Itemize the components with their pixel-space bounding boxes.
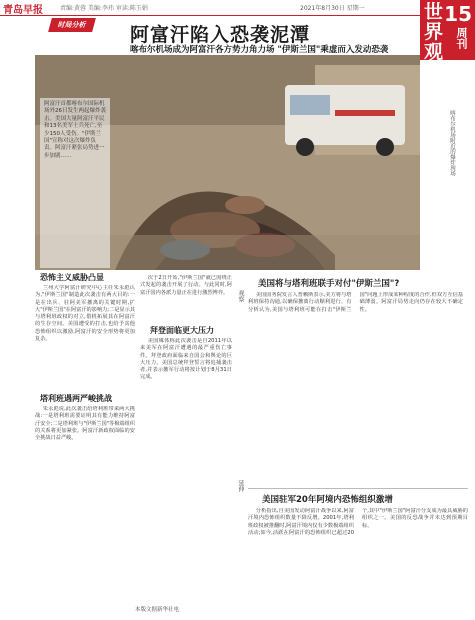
article-text-terror-threat [35, 285, 135, 393]
date-line: 2021年8月30日 星期一 [300, 5, 365, 12]
label-extend: 延伸 [237, 480, 244, 492]
newspaper-brand: 青岛早报 [3, 5, 43, 16]
article-text-biden-pressure [140, 338, 232, 596]
section-title-biden-pressure: 拜登面临更大压力 [150, 326, 214, 335]
paragraph: 分析指出,自美国发动阿富汗战争以来,阿富汗境内恐怖组织数量不降反增。2001年,塔利班政权被推翻时,阿富汗境内仅有少数极端组织活动;如今,活跃在阿富汗的恐怖组织已超过20个,其中"伊斯兰国"阿富汗分支成为最具威胁的组织之一。美国的反恐战争并未达到预期目标。 [248, 508, 468, 536]
paragraph: 美国国务院发言人普赖斯表示,美方将与塔利班保持沟通,以确保撤离行动顺利进行。有分析认为,美国与塔利班可能在打击"伊斯兰国"问题上形成某种程度的合作,但双方互信基础薄弱。阿富汗局势走向仍存在较大不确定性。 [248, 292, 463, 313]
section-banner [420, 0, 475, 63]
summary-box: 阿富汗首都喀布尔国际机场外26日发生两起爆炸袭击。美国大量阿富汗平民和13名美军士兵死亡,至少150人受伤。"伊斯兰国"宣称对这次爆炸负责。阿富汗紧张局势进一步加剧…… [40, 98, 110, 268]
section-title: 世界观 [424, 1, 444, 63]
editors-line: 责编:黄蓉 美编:李玮 审读:陈玉娟 [60, 5, 148, 12]
paragraph: 兰州大学阿富汗研究中心主任朱永彪认为,"伊斯兰国"制造此次袭击有两大目的:一是在出兵、驻阿美军撤离的关键时期,扩大"伊斯兰国"在阿富汗的影响力;二是显示其与塔利班政权的对立,借机拓展其在阿富汗的生存空间。美国遭受的打击,也给予其他恐怖组织以激励,阿富汗的安全形势将更加复杂。 [35, 285, 135, 343]
section-title-us-taliban: 美国将与塔利班联手对付"伊斯兰国"? [258, 279, 400, 289]
headline: 阿富汗陷入恐袭泥潭 [130, 24, 311, 46]
article-text-us-taliban [248, 292, 463, 487]
subheadline: 喀布尔机场成为阿富汗各方势力角力场 "伊斯兰国"乘虚而入发动恐袭 [130, 45, 389, 55]
article-text-taliban-challenges [35, 406, 135, 596]
paragraph: 朱永彪说,此次袭击给塔利班带来两大挑战:一是塔利班需要证明其有能力维持阿富汗安全;二是塔利班与"伊斯兰国"等极端组织的关系将更加紧张。阿富汗新政权面临的安全挑战日益严峻。 [35, 406, 135, 442]
page-header [0, 0, 475, 16]
photo-caption: 喀布尔机场附近的爆炸现场 [449, 110, 455, 176]
divider [248, 488, 468, 489]
section-title-terror-groups: 美国驻军20年阿境内恐怖组织激增 [262, 495, 393, 505]
paragraph: 美国媒体称此次袭击是自2011年以来美军在阿富汗遭遇的最严重伤亡事件。拜登政府面临来自国会和舆论的巨大压力。美国总统拜登誓言将追捕袭击者,并表示撤军行动将按计划于8月31日完成。 [140, 338, 232, 381]
article-text-terror-groups [248, 508, 468, 603]
column-badge: 时局分析 [48, 18, 96, 32]
page-number: 15 [444, 2, 472, 26]
section-subtitle: 周刊 [455, 27, 468, 49]
source-credit: 本版文据新华社电 [135, 607, 180, 613]
article-text-middle-intro [140, 275, 232, 325]
label-observe: 观察 [237, 290, 244, 302]
section-title-terror-threat: 恐怖主义威胁凸显 [40, 273, 104, 282]
paragraph: 次于2日开始,"伊斯兰国"就已围绕正式发起的袭击开展了行动。与此同时,阿富汗国内各派力量正在进行激烈博弈。 [140, 275, 232, 296]
section-title-taliban-challenges: 塔利班遇两严峻挑战 [40, 394, 112, 403]
